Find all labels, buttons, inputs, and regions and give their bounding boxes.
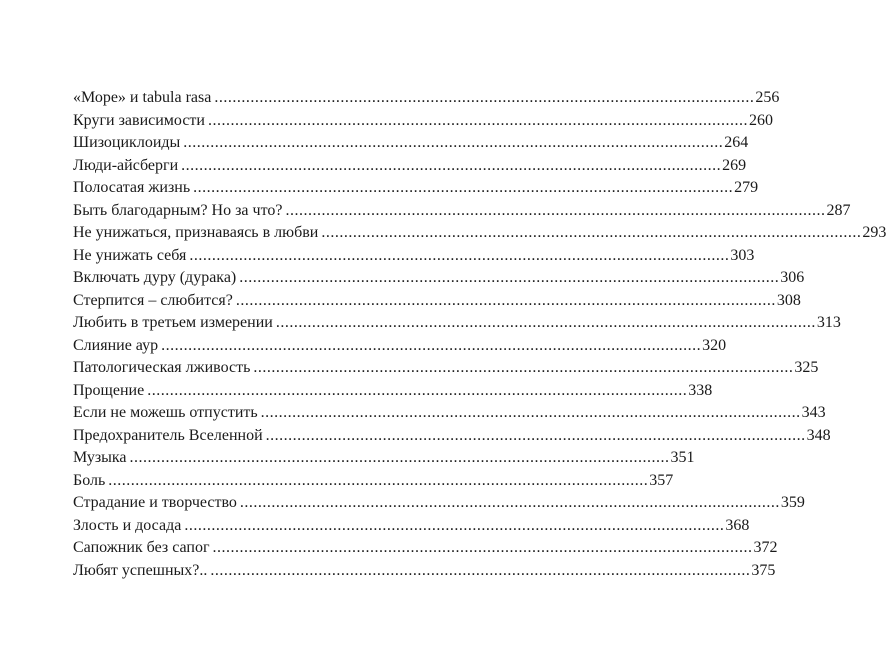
toc-entry-title: Любят успешных?.. (73, 561, 208, 579)
toc-entry-page: 351 (670, 449, 695, 466)
toc-entry-title: Не унижать себя (73, 246, 187, 264)
toc-leader-dots: ........................................................................................................................ (212, 539, 753, 556)
toc-entry-page: 313 (816, 314, 841, 331)
toc-entry-title: Музыка (73, 449, 127, 466)
toc-leader-dots: ........................................................................................................................ (183, 134, 724, 151)
toc-entry-page: 256 (755, 89, 780, 106)
toc-entry (73, 246, 755, 270)
toc-entry-title: Не унижаться, признаваясь в любви (73, 224, 319, 241)
toc-entry-page: 359 (780, 494, 805, 511)
toc-entry-title: Быть благодарным? Но за что? (73, 201, 283, 219)
toc-entry-page: 269 (722, 156, 747, 174)
toc-entry-page: 338 (688, 381, 713, 399)
toc-entry (73, 269, 805, 292)
toc-leader-dots: ........................................................................................................................ (321, 224, 862, 241)
toc-entry-title: Включать дуру (дурака) (73, 269, 237, 286)
toc-leader-dots: ........................................................................................................................ (260, 404, 801, 421)
toc-leader-dots: ........................................................................................................................ (275, 314, 816, 331)
toc-leader-dots: ........................................................................................................................ (207, 111, 748, 129)
toc-entry (73, 291, 801, 315)
toc-entry-title: Стерпится – слюбится? (73, 291, 233, 309)
toc-entry-title: Слияние аур (73, 336, 159, 354)
toc-entry-title: Прощение (73, 381, 145, 399)
toc-entry-page: 308 (776, 291, 801, 309)
toc-entry-title: «Море» и tabula rasa (73, 89, 212, 106)
toc-entry-page: 320 (702, 336, 727, 354)
toc-entry (73, 89, 780, 112)
toc-leader-dots: ........................................................................................................................ (147, 381, 688, 399)
toc-entry-page: 287 (826, 201, 851, 219)
toc-entry-page: 368 (725, 516, 750, 534)
toc-entry (73, 134, 749, 157)
toc-entry (73, 336, 727, 360)
toc-entry-title: Полосатая жизнь (73, 179, 191, 196)
toc-entry (73, 156, 747, 180)
toc-leader-dots: ........................................................................................................................ (161, 336, 702, 354)
toc-entry-title: Предохранитель Вселенной (73, 426, 263, 444)
toc-leader-dots: ........................................................................................................................ (265, 426, 806, 444)
toc-leader-dots: ........................................................................................................................ (239, 494, 780, 511)
toc-entry (73, 404, 826, 427)
toc-entry-title: Сапожник без сапог (73, 539, 210, 556)
toc-leader-dots: ........................................................................................................................ (129, 449, 670, 466)
toc-leader-dots: ........................................................................................................................ (193, 179, 734, 196)
toc-entry-title: Злость и досада (73, 516, 182, 534)
toc-entry (73, 516, 750, 540)
toc-entry-page: 279 (734, 179, 759, 196)
toc-entry (73, 179, 759, 202)
toc-entry-page: 325 (794, 359, 819, 376)
toc-entry-page: 372 (753, 539, 778, 556)
toc-entry-title: Люди-айсберги (73, 156, 179, 174)
toc-entry-title: Страдание и творчество (73, 494, 237, 511)
toc-entry (73, 539, 778, 562)
toc-leader-dots: ........................................................................................................................ (184, 516, 725, 534)
toc-entry-page: 343 (801, 404, 826, 421)
toc-entry (73, 201, 851, 225)
toc-entry (73, 359, 819, 382)
toc-leader-dots: ........................................................................................................................ (181, 156, 722, 174)
toc-entry (73, 561, 776, 585)
toc-leader-dots: ........................................................................................................................ (239, 269, 780, 286)
toc-entry-page: 293 (862, 224, 886, 241)
toc-leader-dots: ........................................................................................................................ (285, 201, 826, 219)
toc-entry (73, 494, 805, 517)
toc-entry-page: 303 (730, 246, 755, 264)
table-of-contents (73, 89, 886, 584)
toc-leader-dots: ........................................................................................................................ (253, 359, 794, 376)
toc-leader-dots: ........................................................................................................................ (235, 291, 776, 309)
toc-entry-title: Шизоциклоиды (73, 134, 181, 151)
toc-leader-dots: ........................................................................................................................ (108, 471, 649, 489)
toc-entry (73, 314, 841, 337)
toc-entry-title: Если не можешь отпустить (73, 404, 258, 421)
toc-entry (73, 381, 713, 405)
toc-entry-page: 264 (724, 134, 749, 151)
toc-entry-page: 260 (748, 111, 773, 129)
toc-leader-dots: ........................................................................................................................ (210, 561, 751, 579)
toc-entry-page: 348 (806, 426, 831, 444)
toc-entry-title: Боль (73, 471, 106, 489)
toc-entry-title: Патологическая лживость (73, 359, 251, 376)
toc-entry (73, 426, 831, 450)
toc-leader-dots: ........................................................................................................................ (189, 246, 730, 264)
toc-entry-page: 357 (649, 471, 674, 489)
toc-entry (73, 471, 674, 495)
toc-entry (73, 111, 773, 135)
toc-entry-page: 375 (751, 561, 776, 579)
toc-leader-dots: ........................................................................................................................ (214, 89, 755, 106)
toc-entry-title: Любить в третьем измерении (73, 314, 273, 331)
toc-entry-page: 306 (780, 269, 805, 286)
toc-entry-title: Круги зависимости (73, 111, 205, 129)
toc-entry (73, 449, 695, 472)
toc-entry (73, 224, 886, 247)
